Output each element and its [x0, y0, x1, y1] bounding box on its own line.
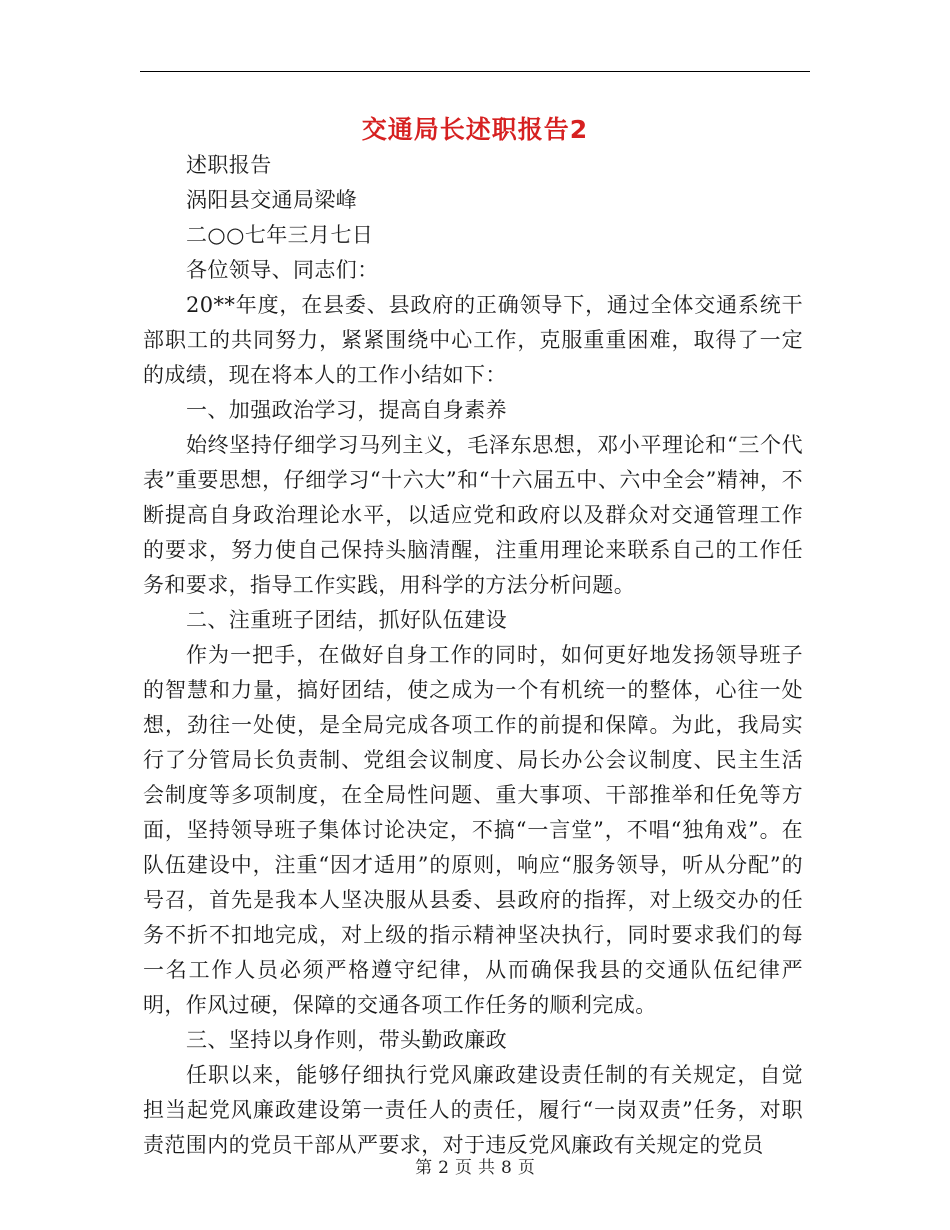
footer-total-pages: 8	[501, 1158, 512, 1178]
paragraph-heading: 述职报告	[186, 153, 272, 177]
paragraph-salutation: 各位领导、同志们：	[186, 258, 379, 282]
document-body	[143, 148, 803, 1163]
header-rule	[140, 71, 810, 72]
section-heading-3: 三、坚持以身作则，带头勤政廉政	[186, 1028, 507, 1052]
paragraph-section-3: 任职以来，能够仔细执行党风廉政建设责任制的有关规定，自觉担当起党风廉政建设第一责任人的责任，履行“一岗双责”任务，对职责范围内的党员干部从严要求，对于违反党风廉政有关规定的党员	[143, 1063, 803, 1157]
footer-current-page: 2	[438, 1158, 449, 1178]
footer-label-total: 共	[478, 1158, 495, 1178]
document-title: 交通局长述职报告2	[361, 115, 589, 144]
footer-label-end: 页	[517, 1158, 535, 1178]
paragraph-section-1: 始终坚持仔细学习马列主义，毛泽东思想，邓小平理论和“三个代表”重要思想，仔细学习“十六大”和“十六届五中、六中全会”精神，不断提高自身政治理论水平，以适应党和政府以及群众对交通管理工作的要求，努力使自己保持头脑清醒，注重用理论来联系自己的工作任务和要求，指导工作实践，用科学的方法分析问题。	[143, 433, 803, 597]
paragraph-intro: 20**年度，在县委、县政府的正确领导下，通过全体交通系统干部职工的共同努力，紧紧围绕中心工作，克服重重困难，取得了一定的成绩，现在将本人的工作小结如下：	[143, 293, 803, 387]
footer-label-page: 第	[415, 1158, 433, 1178]
section-heading-2: 二、注重班子团结，抓好队伍建设	[186, 608, 507, 632]
paragraph-section-2: 作为一把手，在做好自身工作的同时，如何更好地发扬领导班子的智慧和力量，搞好团结，使之成为一个有机统一的整体，心往一处想，劲往一处使，是全局完成各项工作的前提和保障。为此，我局实行了分管局长负责制、党组会议制度、局长办公会议制度、民主生活会制度等多项制度，在全局性问题、重大事项、干部推举和任免等方面，坚持领导班子集体讨论决定，不搞“一言堂”，不唱“独角戏”。在队伍建设中，注重“因才适用”的原则，响应“服务领导，听从分配”的号召，首先是我本人坚决服从县委、县政府的指挥，对上级交办的任务不折不扣地完成，对上级的指示精神坚决执行，同时要求我们的每一名工作人员必须严格遵守纪律，从而确保我县的交通队伍纪律严明，作风过硬，保障的交通各项工作任务的顺利完成。	[143, 643, 803, 1017]
footer-label-mid: 页	[455, 1158, 472, 1178]
paragraph-author: 涡阳县交通局梁峰	[186, 188, 358, 212]
paragraph-date: 二○○七年三月七日	[186, 223, 374, 247]
page-footer	[0, 1153, 950, 1178]
section-heading-1: 一、加强政治学习，提高自身素养	[186, 398, 507, 422]
